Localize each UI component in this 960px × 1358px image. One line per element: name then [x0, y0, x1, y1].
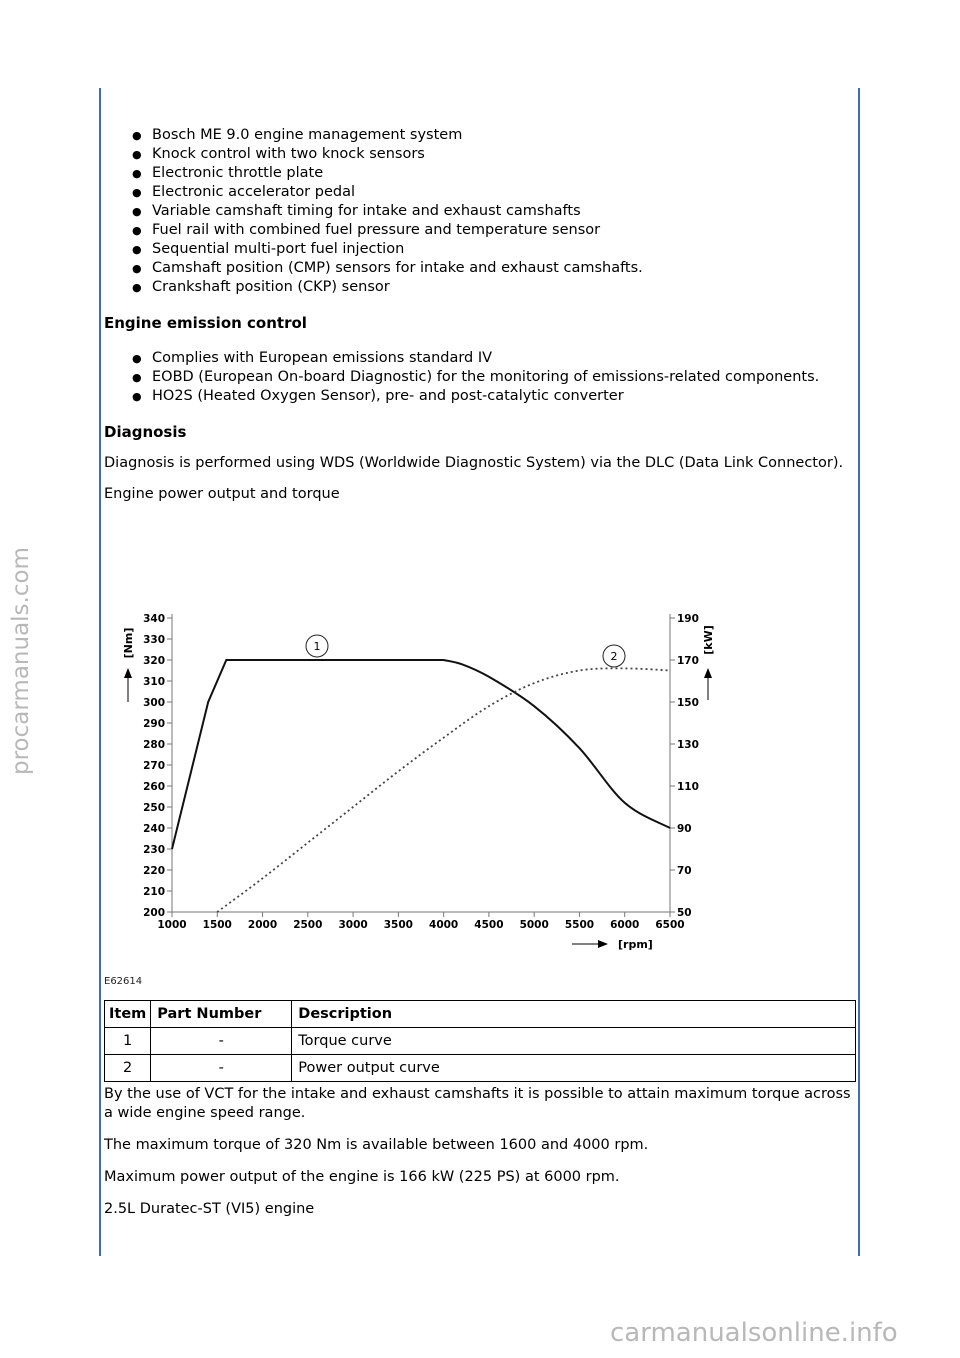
y-left-tick-label: 310: [143, 676, 165, 688]
x-tick-label: 6000: [610, 919, 640, 931]
header-part-number: Part Number: [151, 1001, 292, 1028]
list-item: ● EOBD (European On-board Diagnostic) for the monitoring of emissions-related components.: [104, 368, 856, 387]
y-right-tick-label: 170: [677, 655, 699, 667]
y-left-tick-label: 260: [143, 781, 165, 793]
x-tick-label: 4000: [429, 919, 459, 931]
closing-text: [104, 1085, 856, 1219]
heading-emission-control: Engine emission control: [104, 314, 307, 332]
list-item: ● Camshaft position (CMP) sensors for intake and exhaust camshafts.: [104, 259, 856, 278]
y-left-axis-label: [Nm]: [122, 627, 135, 659]
cell-description: Power output curve: [292, 1055, 856, 1082]
callout-label-2: 2: [610, 650, 618, 663]
table-row: [105, 1028, 856, 1055]
x-tick-label: 1500: [202, 919, 232, 931]
list-item: ● Sequential multi-port fuel injection: [104, 240, 856, 259]
cell-description: Torque curve: [292, 1028, 856, 1055]
y-left-tick-label: 290: [143, 718, 165, 730]
list-item: ● Electronic throttle plate: [104, 164, 856, 183]
x-tick-label: 3500: [383, 919, 413, 931]
y-right-tick-label: 150: [677, 697, 699, 709]
list-item: ● Bosch ME 9.0 engine management system: [104, 126, 856, 145]
x-axis-arrowhead: [598, 940, 608, 948]
max-torque-paragraph: The maximum torque of 320 Nm is available between 1600 and 4000 rpm.: [104, 1137, 649, 1153]
engine-name-paragraph: 2.5L Duratec-ST (VI5) engine: [104, 1201, 315, 1217]
y-right-axis-arrowhead: [704, 668, 712, 678]
y-right-axis-label: [kW]: [702, 625, 715, 655]
x-tick-label: 5000: [519, 919, 549, 931]
max-power-paragraph: Maximum power output of the engine is 166 kW (225 PS) at 6000 rpm.: [104, 1169, 620, 1185]
y-left-tick-label: 210: [143, 886, 165, 898]
series-line-2: [217, 668, 670, 912]
x-tick-label: 4500: [474, 919, 504, 931]
x-tick-label: 2500: [293, 919, 323, 931]
callout-label-1: 1: [313, 640, 321, 653]
y-left-tick-label: 200: [143, 907, 165, 919]
x-tick-label: 6500: [655, 919, 685, 931]
x-axis-label: [rpm]: [618, 938, 653, 951]
list-item: ● HO2S (Heated Oxygen Sensor), pre- and post-catalytic converter: [104, 387, 856, 406]
header-item: Item: [105, 1001, 151, 1028]
series-line-1: [172, 660, 670, 849]
list-item: ● Variable camshaft timing for intake and exhaust camshafts: [104, 202, 856, 221]
table-row: [105, 1055, 856, 1082]
x-tick-label: 3000: [338, 919, 368, 931]
y-right-tick-label: 190: [677, 613, 699, 625]
vct-paragraph: By the use of VCT for the intake and exhaust camshafts it is possible to attain maximum torque across a wide engine speed range.: [104, 1086, 851, 1121]
watermark-carmanualsonline: carmanualsonline.info: [610, 1318, 898, 1348]
list-item: ● Crankshaft position (CKP) sensor: [104, 278, 856, 297]
y-right-tick-label: 70: [677, 865, 692, 877]
list-item: ● Complies with European emissions standard IV: [104, 349, 856, 368]
parts-table: [104, 1000, 856, 1082]
x-tick-label: 1000: [157, 919, 187, 931]
watermark-procarmanuals: procarmanuals.com: [8, 547, 34, 775]
document-body: [104, 126, 856, 504]
list-item: ● Fuel rail with combined fuel pressure and temperature sensor: [104, 221, 856, 240]
y-left-tick-label: 250: [143, 802, 165, 814]
torque-power-chart: [104, 598, 744, 978]
right-margin-line: [858, 88, 860, 1256]
y-left-tick-label: 240: [143, 823, 165, 835]
y-left-tick-label: 340: [143, 613, 165, 625]
cell-item: 2: [105, 1055, 151, 1082]
table-header-row: [105, 1001, 856, 1028]
y-left-tick-label: 270: [143, 760, 165, 772]
left-margin-line: [99, 88, 101, 1256]
y-right-tick-label: 110: [677, 781, 699, 793]
cell-item: 1: [105, 1028, 151, 1055]
feature-list: [104, 126, 856, 297]
x-tick-label: 5500: [564, 919, 595, 931]
header-description: Description: [292, 1001, 856, 1028]
y-left-tick-label: 300: [143, 697, 165, 709]
x-tick-label: 2000: [247, 919, 278, 931]
list-item: ● Knock control with two knock sensors: [104, 145, 856, 164]
emission-list: [104, 349, 856, 406]
diagnosis-paragraph: Diagnosis is performed using WDS (Worldwide Diagnostic System) via the DLC (Data Link Connector).: [104, 455, 844, 471]
cell-part-number: -: [151, 1055, 292, 1082]
y-right-tick-label: 130: [677, 739, 699, 751]
y-left-tick-label: 230: [143, 844, 165, 856]
chart-caption: Engine power output and torque: [104, 486, 340, 502]
y-left-tick-label: 280: [143, 739, 165, 751]
y-left-tick-label: 220: [143, 865, 165, 877]
list-item: ● Electronic accelerator pedal: [104, 183, 856, 202]
heading-diagnosis: Diagnosis: [104, 423, 187, 441]
y-right-tick-label: 50: [677, 907, 692, 919]
cell-part-number: -: [151, 1028, 292, 1055]
figure-id: E62614: [104, 976, 143, 987]
y-left-tick-label: 320: [143, 655, 165, 667]
y-left-tick-label: 330: [143, 634, 165, 646]
y-left-axis-arrowhead: [124, 668, 132, 678]
y-right-tick-label: 90: [677, 823, 692, 835]
